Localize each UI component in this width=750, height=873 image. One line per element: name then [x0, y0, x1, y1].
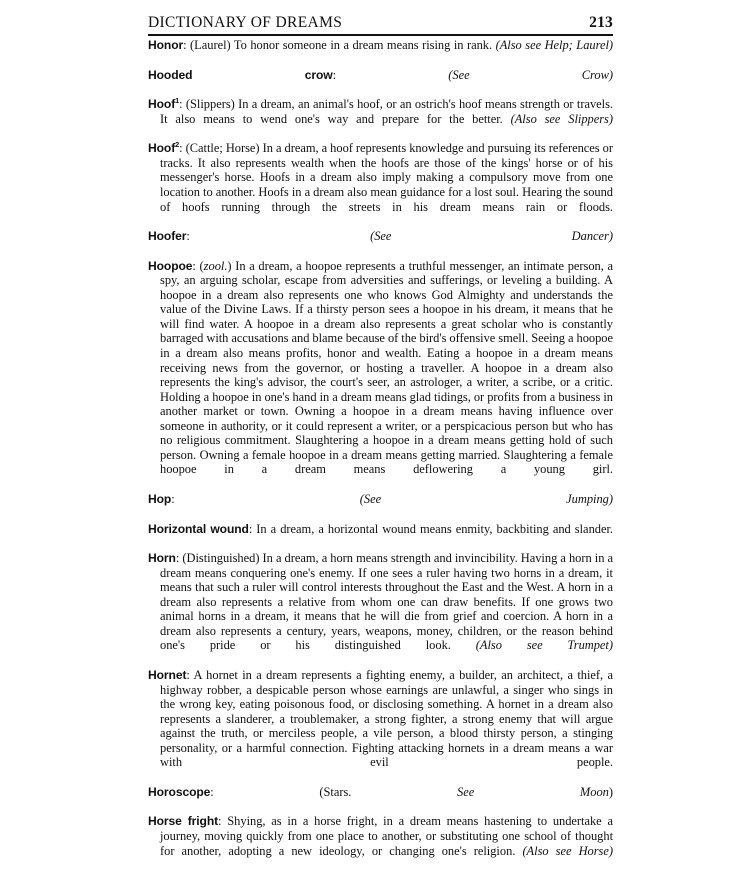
entry-cross-reference: zool.: [203, 258, 228, 273]
entry-headword: Hooded crow: [148, 67, 333, 82]
entry-text: : (Stars.: [210, 784, 458, 799]
page-number: 213: [589, 14, 613, 31]
entry-column: [148, 38, 613, 873]
entry-headword: Hop: [148, 491, 172, 506]
entry-cross-reference: (See Jumping): [359, 491, 613, 506]
dictionary-entry: [148, 492, 613, 521]
dictionary-entry: [148, 259, 613, 492]
entry-cross-reference: (Also see Trumpet): [475, 638, 613, 653]
entry-homograph-superscript: 1: [175, 96, 180, 106]
entry-cross-reference: (Also see Help; Laurel): [495, 38, 614, 52]
entry-text: : (: [192, 258, 204, 273]
entry-headword: Honor: [148, 38, 184, 52]
dictionary-entry: [148, 229, 613, 258]
entry-headword: Hoof$^1$: [148, 96, 180, 112]
entry-text: : (Slippers) In a dream, an animal's hoof, or an ostrich's hoof means strength or travels. It also means to wend one's way and prepare for the better.: [160, 97, 613, 126]
entry-headword: Horizontal wound: [148, 521, 249, 536]
entry-cross-reference: (Also see Horse): [522, 843, 613, 858]
dictionary-entry: [148, 141, 613, 228]
entry-cross-reference: See Moon: [457, 784, 609, 799]
entry-text: :: [186, 229, 371, 244]
entry-cross-reference: (Also see Slippers): [510, 111, 613, 126]
entry-text: : (Cattle; Horse) In a dream, a hoof represents knowledge and pursuing its references or tracks. It also represents wealth when the hoofs are those of the kings' horse or of his messenger's horse. Hoofs in a dream also imply making a compulsory move from one location to another. Hoofs in a dream also mean guidance for a lost soul. Hearing the sound of hoofs running through the streets in his dream means rain or floods.: [160, 141, 613, 214]
entry-headword: Hoof$^2$: [148, 140, 180, 156]
entry-headword: Hoopoe: [148, 258, 193, 273]
running-head-title: DICTIONARY OF DREAMS: [148, 14, 343, 31]
dictionary-entry: [148, 38, 613, 67]
entry-homograph-superscript: 2: [175, 140, 180, 150]
dictionary-entry: [148, 522, 613, 551]
dictionary-entry: [148, 668, 613, 784]
entry-headword: Hornet: [148, 668, 187, 683]
header-rule: [148, 34, 613, 36]
running-head: [148, 14, 613, 32]
entry-headword: Hoofer: [148, 229, 187, 244]
entry-text: : (Laurel) To honor someone in a dream means rising in rank.: [183, 38, 496, 52]
dictionary-entry: [148, 97, 613, 141]
entry-text-tail: ) In a dream, a hoopoe represents a truthful messenger, an intimate person, a spy, an arguing scholar, escape from adversities and sufferings, or leveling a building. A hoopoe in a dream also represents one who knows God Almighty and understands the value of the Divine Laws. If a thirsty person sees a hoopoe in his dream, it means that he will find water. A hoopoe in a dream also represents a great scholar who is constantly barraged with accusations and blame because of the bird's offensive smell. Seeing a hoopoe in a dream also means profits, honor and wealth. Eating a hoopoe in a dream means receiving news from the governor, or hosting a traveller. A hoopoe in a dream also represents the king's advisor, the court's seer, an astrologer, a writer, a scribe, or a critic. Holding a hoopoe in one's hand in a dream means glad tidings, or profits from a business in another market or town. Owning a hoopoe in a dream means having influence over someone in authority, or it could represent a writer, or a perspicacious person but who has no religious commitment. Slaughtering a hoopoe in a dream means getting hold of such person. Owning a female hoopoe in a dream means getting married. Slaughtering a female hoopoe in a dream means deflowering a young girl.: [160, 258, 614, 477]
entry-cross-reference: (See Dancer): [370, 229, 613, 244]
dictionary-entry: [148, 814, 613, 872]
dictionary-entry: [148, 785, 613, 814]
entry-headword: Horn: [148, 551, 176, 566]
entry-text: :: [332, 67, 449, 82]
entry-text: : In a dream, a horizontal wound means enmity, backbiting and slander.: [248, 521, 613, 536]
entry-text: :: [171, 491, 360, 506]
entry-headword: Horoscope: [148, 784, 211, 799]
dictionary-entry: [148, 551, 613, 667]
entry-text-tail: ): [608, 784, 613, 799]
dictionary-entry: [148, 68, 613, 97]
entry-cross-reference: (See Crow): [448, 67, 613, 82]
entry-text: : (Distinguished) In a dream, a horn means strength and invincibility. Having a horn in a dream means conquering one's enemy. If one sees a ruler having two horns in a dream, it means that such a ruler will control interests throughout the East and the West. A horn in a dream also represents a relative from whom one can draw benefits. If one grows two animal horns in a dream, it means that he will die from grief and coercion. A horn in a dream also represents a century, years, weapons, money, children, or the reason behind one's pride or his distinguished look.: [160, 551, 613, 653]
entry-text: : Shying, as in a horse fright, in a dream means hastening to undertake a journey, moving quickly from one place to another, or substituting one school of thought for another, adopting a new ideology, or changing one's religion.: [160, 814, 613, 858]
entry-text: : A hornet in a dream represents a fighting enemy, a builder, an architect, a thief, a highway robber, a despicable person whose earnings are unlawful, a singer who sings in the wrong key, eating poisonous food, or disclosing something. A hornet in a dream also represents a slanderer, a troublemaker, a strong fighter, a strong enemy that will argue against the truth, or merciless people, a vile person, a blood thirsty person, a stinging personality, or a harmful connection. Fighting attacking hornets in a dream means a war with evil people.: [160, 668, 613, 770]
entry-headword: Horse fright: [148, 814, 219, 829]
